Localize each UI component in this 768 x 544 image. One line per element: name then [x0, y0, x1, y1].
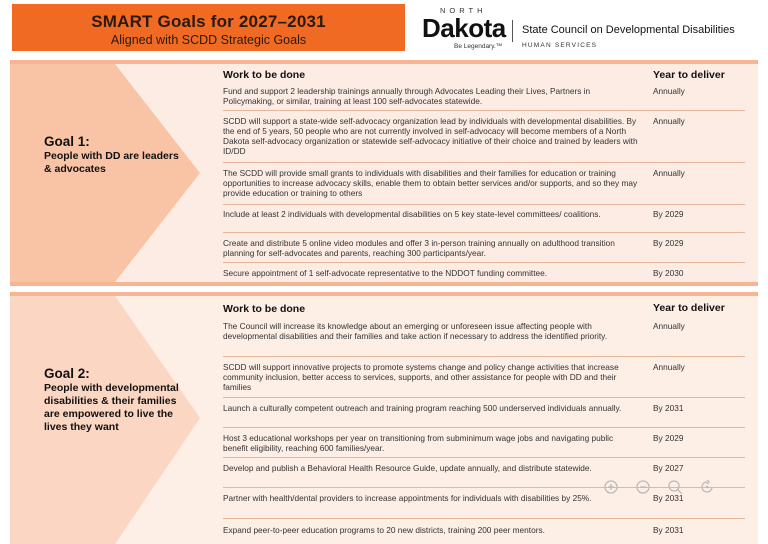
row-year: Annually — [653, 116, 685, 126]
row-year: By 2031 — [653, 403, 684, 413]
logo-north: NORTH — [440, 6, 487, 15]
row-work-text: Secure appointment of 1 self-advocate representative to the NDDOT funding committee. — [223, 268, 548, 278]
row-year: By 2029 — [653, 433, 684, 443]
goal-1-title: Goal 1: — [44, 134, 90, 149]
row-divider — [223, 232, 745, 233]
row-divider — [223, 110, 745, 111]
row-year: Annually — [653, 362, 685, 372]
row-year: By 2031 — [653, 493, 684, 503]
goal-1-description: People with DD are leaders & advocates — [44, 150, 179, 175]
row-divider — [223, 204, 745, 205]
row-year: By 2027 — [653, 463, 684, 473]
row-work-text: The Council will increase its knowledge about an emerging or unforeseen issue affecting people with developmental disabilities and their families and take action if necessary to address the identified priority. — [223, 321, 608, 341]
page-subtitle: Aligned with SCDD Strategic Goals — [110, 33, 307, 47]
column-header-work: Work to be done — [223, 69, 306, 81]
zoom-out-icon[interactable] — [634, 479, 652, 497]
row-work-text: SCDD will support a state-wide self-advocacy organization lead by individuals with developmental disabilities. By the end of 5 years, 50 people who are not currently involved in self-advocacy will become members of a North Dakota self-advocacy organization or statewide self-advocacy initiative of their choice and trained by leaders with ID/DD — [223, 116, 638, 156]
viewer-zoom-controls — [596, 476, 746, 500]
row-year: Annually — [653, 168, 685, 178]
row-work-text: Fund and support 2 leadership trainings annually through Advocates Leading their Lives, Partners in Policymaking, or similar, training at least 100 self-advocates statewide. — [223, 86, 591, 106]
row-work-text: The SCDD will provide small grants to individuals with disabilities and their families for education or training opportunities to increase advocacy skills, enable them to obtain better services and/or supports, and so they may provide education or training to others — [223, 168, 638, 198]
row-divider — [223, 162, 745, 163]
goal-2-description: People with developmental disabilities & their families are empowered to live the lives they want — [44, 382, 179, 433]
row-year: By 2030 — [653, 268, 684, 278]
row-work-text: Expand peer-to-peer education programs to 20 new districts, training 200 peer mentors. — [223, 525, 545, 535]
row-work-text: Host 3 educational workshops per year on transitioning from subminimum wage jobs and navigating public benefit eligibility, reaching 600 families/year. — [223, 433, 614, 453]
goal-2-section — [10, 292, 758, 544]
goal-1-section — [10, 60, 758, 286]
section-bottom-border — [10, 282, 758, 286]
logo-council: State Council on Developmental Disabilities — [522, 24, 735, 36]
row-divider — [223, 356, 745, 357]
row-work-text: Create and distribute 5 online video modules and offer 3 in-person training annually on adulthood transition planning for self-advocates and parents, reaching 300 participants/year. — [223, 238, 615, 258]
row-divider — [223, 262, 745, 263]
row-divider — [223, 518, 745, 519]
column-header-year: Year to deliver — [653, 302, 725, 314]
row-work-text: Include at least 2 individuals with developmental disabilities on 5 key state-level committees/ coalitions. — [223, 209, 601, 219]
column-header-year: Year to deliver — [653, 69, 725, 81]
logo-divider — [512, 20, 513, 42]
row-work-text: Launch a culturally competent outreach and training program reaching 500 underserved individuals annually. — [223, 403, 622, 413]
row-year: Annually — [653, 86, 685, 96]
zoom-in-icon[interactable] — [602, 479, 620, 497]
header-banner — [12, 4, 405, 51]
row-work-text: Develop and publish a Behavioral Health Resource Guide, update annually, and distribute statewide. — [223, 463, 592, 473]
row-divider — [223, 457, 745, 458]
row-year: By 2029 — [653, 209, 684, 219]
row-work-text: Partner with health/dental providers to increase appointments for individuals with disabilities by 25%. — [223, 493, 592, 503]
goal-2-title: Goal 2: — [44, 366, 90, 381]
row-work-text: SCDD will support innovative projects to promote systems change and policy change activities that increase community inclusion, better access to services, supports, and other assistance for people with DD and their families — [223, 362, 619, 392]
page-title: SMART Goals for 2027–2031 — [91, 12, 326, 31]
column-header-work: Work to be done — [223, 303, 306, 315]
north-dakota-logo — [418, 6, 748, 52]
rotate-icon[interactable] — [698, 479, 716, 497]
logo-tagline: Be Legendary.™ — [454, 43, 503, 50]
search-icon[interactable] — [666, 479, 684, 497]
row-divider — [223, 427, 745, 428]
row-year: By 2031 — [653, 525, 684, 535]
row-year: By 2029 — [653, 238, 684, 248]
logo-department: HUMAN SERVICES — [522, 42, 598, 49]
logo-dakota: Dakota — [422, 13, 506, 43]
row-year: Annually — [653, 321, 685, 331]
row-divider — [223, 397, 745, 398]
